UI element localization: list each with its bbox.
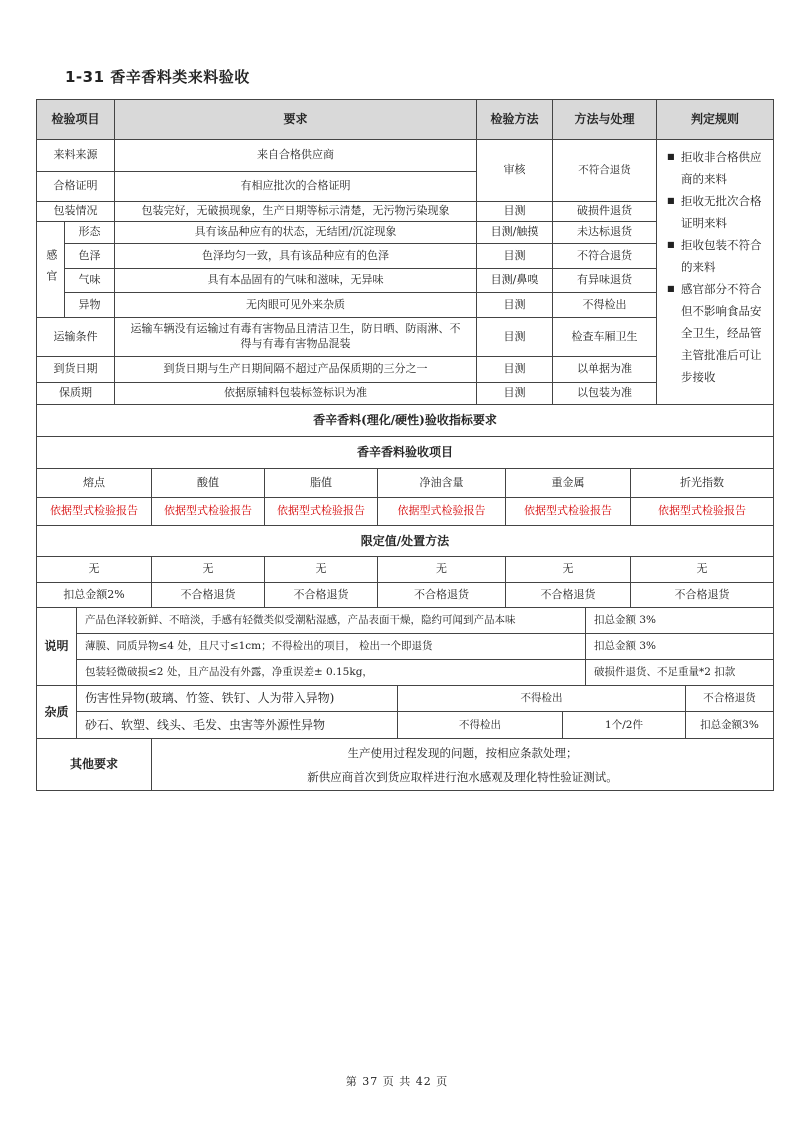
impurity-text: 砂石、软塑、线头、毛发、虫害等外源性异物 [76, 711, 398, 739]
note-text: 产品色泽较新鲜、不暗淡，手感有轻微类似受潮粘湿感，产品表面干燥，隐约可闻到产品本味 [76, 607, 586, 634]
action-cell: 扣总金额2% [36, 582, 152, 608]
handle-transport: 检查车厢卫生 [552, 317, 657, 357]
method-odor: 目测/鼻嗅 [476, 268, 553, 293]
handle-foreign: 不得检出 [552, 292, 657, 318]
limit-cell: 无 [630, 556, 774, 583]
report-cell: 依据型式检验报告 [36, 497, 152, 526]
param-refractive-index: 折光指数 [630, 468, 774, 498]
note-action: 破损件退货、不足重量*2 扣款 [585, 659, 774, 686]
limit-cell: 无 [151, 556, 265, 583]
section-items: 香辛香料验收项目 [36, 436, 774, 469]
impurity-text: 伤害性异物(玻璃、竹签、铁钉、人为带入异物) [76, 685, 398, 712]
note-action: 扣总金额 3% [585, 607, 774, 634]
sensory-label: 感官 [36, 221, 65, 318]
item-form: 形态 [64, 221, 115, 244]
item-certificate: 合格证明 [36, 171, 115, 202]
other-label: 其他要求 [36, 738, 152, 791]
action-cell: 不合格退货 [505, 582, 631, 608]
param-acid-value: 酸值 [151, 468, 265, 498]
impurity-limit: 不得检出 [397, 711, 563, 739]
req-form: 具有该品种应有的状态，无结团/沉淀现象 [114, 221, 477, 244]
method-foreign: 目测 [476, 292, 553, 318]
header-item: 检验项目 [36, 99, 115, 140]
req-arrival: 到货日期与生产日期间隔不超过产品保质期的三分之一 [114, 356, 477, 383]
section-physchem: 香辛香料(理化/硬性)验收指标要求 [36, 404, 774, 437]
header-handling: 方法与处理 [552, 99, 657, 140]
header-judgment: 判定规则 [656, 99, 774, 140]
note-text: 包装轻微破损≤2 处，且产品没有外露，净重误差± 0.15kg， [76, 659, 586, 686]
rule-item: ■ 拒收无批次合格证明来料 [667, 190, 767, 234]
method-arrival: 目测 [476, 356, 553, 383]
handle-form: 未达标退货 [552, 221, 657, 244]
method-transport: 目测 [476, 317, 553, 357]
section-limits: 限定值/处置方法 [36, 525, 774, 557]
impurity-action: 扣总金额3% [685, 711, 774, 739]
method-form: 目测/触摸 [476, 221, 553, 244]
action-cell: 不合格退货 [630, 582, 774, 608]
handle-packaging: 破损件退货 [552, 201, 657, 222]
report-cell: 依据型式检验报告 [377, 497, 506, 526]
impurity-label: 杂质 [36, 685, 77, 739]
report-cell: 依据型式检验报告 [505, 497, 631, 526]
header-requirement: 要求 [114, 99, 477, 140]
action-cell: 不合格退货 [377, 582, 506, 608]
param-oil-content: 净油含量 [377, 468, 506, 498]
req-transport: 运输车辆没有运输过有毒有害物品且清洁卫生，防日晒、防雨淋、不得与有毒有害物品混装 [114, 317, 477, 357]
impurity-action: 不合格退货 [685, 685, 774, 712]
req-color: 色泽均匀一致，具有该品种应有的色泽 [114, 243, 477, 269]
notes-label: 说明 [36, 607, 77, 686]
req-foreign: 无肉眼可见外来杂质 [114, 292, 477, 318]
item-odor: 气味 [64, 268, 115, 293]
method-review: 审核 [476, 139, 553, 202]
item-source: 来料来源 [36, 139, 115, 172]
rule-item: ■ 拒收非合格供应商的来料 [667, 146, 767, 190]
limit-cell: 无 [264, 556, 378, 583]
report-cell: 依据型式检验报告 [264, 497, 378, 526]
impurity-limit: 不得检出 [397, 685, 686, 712]
item-shelf-life: 保质期 [36, 382, 115, 405]
handle-review: 不符合退货 [552, 139, 657, 202]
report-cell: 依据型式检验报告 [630, 497, 774, 526]
handle-color: 不符合退货 [552, 243, 657, 269]
method-color: 目测 [476, 243, 553, 269]
rule-item: ■ 拒收包装不符合的来料 [667, 234, 767, 278]
req-odor: 具有本品固有的气味和滋味，无异味 [114, 268, 477, 293]
item-foreign: 异物 [64, 292, 115, 318]
param-melting-point: 熔点 [36, 468, 152, 498]
req-certificate: 有相应批次的合格证明 [114, 171, 477, 202]
action-cell: 不合格退货 [151, 582, 265, 608]
other-line: 生产使用过程发现的问题，按相应条款处理； [347, 745, 578, 760]
action-cell: 不合格退货 [264, 582, 378, 608]
handle-shelf-life: 以包装为准 [552, 382, 657, 405]
page-title: 1-31 香辛香料类来料验收 [65, 68, 250, 86]
handle-arrival: 以单据为准 [552, 356, 657, 383]
other-requirements [151, 738, 774, 791]
req-shelf-life: 依据原辅料包装标签标识为准 [114, 382, 477, 405]
judgment-rules [656, 139, 774, 405]
report-cell: 依据型式检验报告 [151, 497, 265, 526]
param-heavy-metal: 重金属 [505, 468, 631, 498]
limit-cell: 无 [505, 556, 631, 583]
other-line: 新供应商首次到货应取样进行泡水感观及理化特性验证测试。 [307, 769, 618, 784]
impurity-tolerance: 1个/2件 [562, 711, 686, 739]
limit-cell: 无 [377, 556, 506, 583]
limit-cell: 无 [36, 556, 152, 583]
method-shelf-life: 目测 [476, 382, 553, 405]
req-source: 来自合格供应商 [114, 139, 477, 172]
item-color: 色泽 [64, 243, 115, 269]
method-packaging: 目测 [476, 201, 553, 222]
item-arrival: 到货日期 [36, 356, 115, 383]
param-ester-value: 脂值 [264, 468, 378, 498]
note-action: 扣总金额 3% [585, 633, 774, 660]
rule-item: ■ 感官部分不符合但不影响食品安全卫生，经品管主管批准后可让步接收 [667, 278, 767, 388]
item-transport: 运输条件 [36, 317, 115, 357]
note-text: 薄膜、同质异物≤4 处，且尺寸≤1cm；不得检出的项目， 检出一个即退货 [76, 633, 586, 660]
header-method: 检验方法 [476, 99, 553, 140]
item-packaging: 包装情况 [36, 201, 115, 222]
req-packaging: 包装完好，无破损现象，生产日期等标示清楚，无污物污染现象 [114, 201, 477, 222]
page-footer: 第 37 页 共 42 页 [345, 1075, 449, 1088]
handle-odor: 有异味退货 [552, 268, 657, 293]
